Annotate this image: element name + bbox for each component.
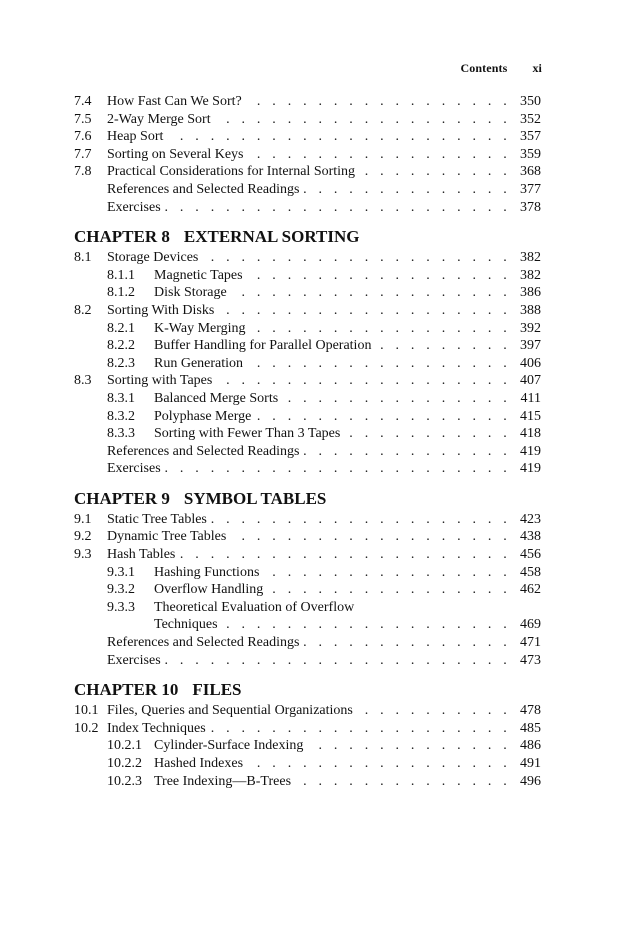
dot-leader: [267, 582, 511, 598]
toc-entry[interactable]: [74, 565, 541, 583]
section-title: References and Selected Readings: [107, 635, 300, 651]
page-number: 407: [520, 373, 541, 389]
page-number: 486: [520, 738, 541, 754]
page-number: 382: [520, 267, 541, 283]
page-number: 458: [520, 564, 541, 580]
dot-leader: [295, 774, 511, 790]
toc-entry[interactable]: [74, 285, 541, 303]
section-title: Exercises: [107, 199, 161, 215]
section-number: 8.3.2: [107, 408, 135, 424]
toc-entry[interactable]: [74, 547, 541, 565]
page-number: 419: [520, 443, 541, 459]
section-title: Practical Considerations for Internal Sorting: [107, 164, 356, 180]
toc-entry[interactable]: [74, 635, 541, 653]
toc-entry[interactable]: [74, 338, 541, 356]
section-number: 9.3.2: [107, 582, 135, 598]
page-number: 496: [520, 773, 541, 789]
page-number: 352: [520, 111, 541, 127]
section-title: Sorting with Fewer Than 3 Tapes: [154, 426, 341, 442]
dot-leader: [375, 338, 511, 354]
dot-leader: [247, 356, 511, 372]
toc-entry[interactable]: [74, 774, 541, 792]
table-of-contents: [74, 94, 541, 791]
section-number: 8.1.1: [107, 267, 135, 283]
toc-entry[interactable]: [74, 321, 541, 339]
section-number: 8.3.3: [107, 426, 135, 442]
section-title: Hashing Functions: [154, 564, 260, 580]
section-title: Buffer Handling for Parallel Operation: [154, 338, 372, 354]
dot-leader: [167, 129, 511, 145]
section-title: Magnetic Tapes: [154, 267, 243, 283]
page-number: 388: [520, 302, 541, 318]
dot-leader: [218, 303, 511, 319]
section-title: Theoretical Evaluation of Overflow: [154, 599, 355, 615]
dot-leader: [165, 653, 511, 669]
section-number: 7.6: [74, 129, 92, 145]
toc-entry[interactable]: [74, 250, 541, 268]
dot-leader: [307, 738, 511, 754]
section-title: Polyphase Merge: [154, 408, 252, 424]
dot-leader: [202, 250, 511, 266]
section-title: Sorting with Tapes: [107, 373, 213, 389]
page-number: 415: [520, 408, 541, 424]
dot-leader: [344, 426, 511, 442]
dot-leader: [247, 756, 511, 772]
section-number: 7.4: [74, 94, 92, 109]
chapter-heading: [74, 678, 541, 700]
dot-leader: [303, 444, 511, 460]
toc-entry[interactable]: [74, 444, 541, 462]
page-number: 485: [520, 720, 541, 736]
section-number: 10.2.1: [107, 738, 142, 754]
toc-entry[interactable]: [74, 600, 541, 618]
section-number: 8.2.1: [107, 320, 135, 336]
section-title: Storage Devices: [107, 250, 199, 266]
section-number: 9.3.3: [107, 599, 135, 615]
section-title: Disk Storage: [154, 285, 227, 301]
toc-entry[interactable]: [74, 112, 541, 130]
toc-entry[interactable]: [74, 94, 541, 112]
dot-leader: [216, 373, 511, 389]
page-number: 377: [520, 181, 541, 197]
toc-entry[interactable]: [74, 373, 541, 391]
dot-leader: [215, 112, 511, 128]
page-number: 411: [520, 390, 541, 406]
page-number: 456: [520, 547, 541, 563]
chapter-heading: [74, 487, 541, 509]
page-number: 469: [520, 617, 541, 633]
page-folio: xi: [532, 61, 542, 75]
toc-entry[interactable]: [74, 512, 541, 530]
section-number: 8.3: [74, 373, 92, 389]
section-number: 9.3: [74, 547, 92, 563]
page-number: 378: [520, 199, 541, 215]
section-number: 8.1: [74, 250, 92, 266]
section-title: K-Way Merging: [154, 320, 246, 336]
dot-leader: [303, 635, 511, 651]
chapter-label: CHAPTER 10: [74, 680, 179, 700]
section-title: Index Techniques: [107, 720, 206, 736]
toc-entry[interactable]: [74, 164, 541, 182]
section-number: 8.2.2: [107, 338, 135, 354]
section-number: 10.1: [74, 703, 99, 719]
dot-leader: [246, 94, 511, 110]
section-title: How Fast Can We Sort?: [107, 94, 242, 109]
section-number: 8.2: [74, 302, 92, 318]
chapter-label: CHAPTER 8: [74, 227, 170, 247]
section-title: Hashed Indexes: [154, 756, 244, 771]
toc-entry[interactable]: [74, 426, 541, 444]
toc-entry[interactable]: [74, 461, 541, 479]
section-number: 10.2.3: [107, 773, 142, 789]
dot-leader: [231, 285, 511, 301]
section-title: Balanced Merge Sorts: [154, 390, 279, 406]
section-number: 7.5: [74, 111, 92, 127]
page-number: 357: [520, 129, 541, 145]
section-title: Exercises: [107, 461, 161, 477]
page-number: 392: [520, 320, 541, 336]
toc-entry[interactable]: [74, 182, 541, 200]
page-number: 368: [520, 164, 541, 180]
dot-leader: [165, 461, 511, 477]
section-title: 2-Way Merge Sort: [107, 111, 211, 127]
page-number: 423: [520, 511, 541, 527]
toc-entry[interactable]: [74, 129, 541, 147]
dot-leader: [250, 321, 511, 337]
section-number: 10.2: [74, 720, 99, 736]
page-number: 438: [520, 529, 541, 545]
toc-entry[interactable]: [74, 303, 541, 321]
chapter-title: EXTERNAL SORTING: [183, 227, 360, 247]
chapter-label: CHAPTER 9: [74, 488, 170, 508]
chapter-title: SYMBOL TABLES: [183, 488, 327, 508]
dot-leader: [179, 547, 511, 563]
running-header: [461, 61, 542, 76]
chapter-title: FILES: [192, 680, 242, 700]
dot-leader: [210, 721, 511, 737]
section-number: 9.3.1: [107, 564, 135, 580]
dot-leader: [282, 391, 511, 407]
toc-entry[interactable]: [74, 147, 541, 165]
dot-leader: [230, 529, 511, 545]
section-number: 8.1.2: [107, 285, 135, 301]
dot-leader: [255, 409, 511, 425]
page-number: 419: [520, 461, 541, 477]
section-number: 7.7: [74, 146, 92, 162]
toc-entry[interactable]: [74, 409, 541, 427]
section-number: 8.3.1: [107, 390, 135, 406]
toc-entry[interactable]: [74, 268, 541, 286]
section-number: 9.2: [74, 529, 92, 545]
page-number: 491: [520, 756, 541, 771]
page-number: 418: [520, 426, 541, 442]
toc-entry[interactable]: [74, 582, 541, 600]
section-title: Sorting With Disks: [107, 302, 215, 318]
section-number: 8.2.3: [107, 355, 135, 371]
section-title: Files, Queries and Sequential Organizations: [107, 703, 353, 719]
toc-entry[interactable]: [74, 529, 541, 547]
dot-leader: [357, 703, 511, 719]
page-number: 473: [520, 652, 541, 668]
page-number: 471: [520, 635, 541, 651]
section-title: Sorting on Several Keys: [107, 146, 244, 162]
toc-entry[interactable]: [74, 356, 541, 374]
section-title: Static Tree Tables: [107, 511, 207, 527]
running-header-label: Contents: [460, 61, 508, 75]
dot-leader: [303, 182, 511, 198]
dot-leader: [263, 565, 511, 581]
section-title: Heap Sort: [107, 129, 164, 145]
page-number: 359: [520, 146, 541, 162]
toc-entry[interactable]: [74, 200, 541, 218]
dot-leader: [222, 617, 511, 633]
chapter-heading: [74, 225, 541, 247]
section-number: 10.2.2: [107, 756, 142, 771]
section-title: Overflow Handling: [154, 582, 264, 598]
dot-leader: [165, 200, 511, 216]
dot-leader: [359, 164, 511, 180]
section-title: Techniques: [154, 617, 218, 633]
section-number: 9.1: [74, 511, 92, 527]
toc-entry[interactable]: [74, 756, 541, 774]
page-number: 382: [520, 250, 541, 266]
section-title: Run Generation: [154, 355, 244, 371]
section-title: Tree Indexing—B-Trees: [154, 773, 292, 789]
section-title: Hash Tables: [107, 547, 176, 563]
toc-entry[interactable]: [74, 653, 541, 671]
page-number: 478: [520, 703, 541, 719]
section-title: Exercises: [107, 652, 161, 668]
toc-entry[interactable]: [74, 391, 541, 409]
section-title: References and Selected Readings: [107, 181, 300, 197]
toc-entry[interactable]: [74, 721, 541, 739]
page-number: 397: [520, 338, 541, 354]
page-number: 406: [520, 355, 541, 371]
toc-entry[interactable]: [74, 703, 541, 721]
page-number: 386: [520, 285, 541, 301]
toc-entry[interactable]: [74, 617, 541, 635]
section-title: Cylinder-Surface Indexing: [154, 738, 304, 754]
section-number: 7.8: [74, 164, 92, 180]
section-title: Dynamic Tree Tables: [107, 529, 227, 545]
dot-leader: [247, 147, 511, 163]
dot-leader: [247, 268, 511, 284]
section-title: References and Selected Readings: [107, 443, 300, 459]
toc-entry[interactable]: [74, 738, 541, 756]
page-number: 350: [520, 94, 541, 109]
page-number: 462: [520, 582, 541, 598]
dot-leader: [211, 512, 511, 528]
